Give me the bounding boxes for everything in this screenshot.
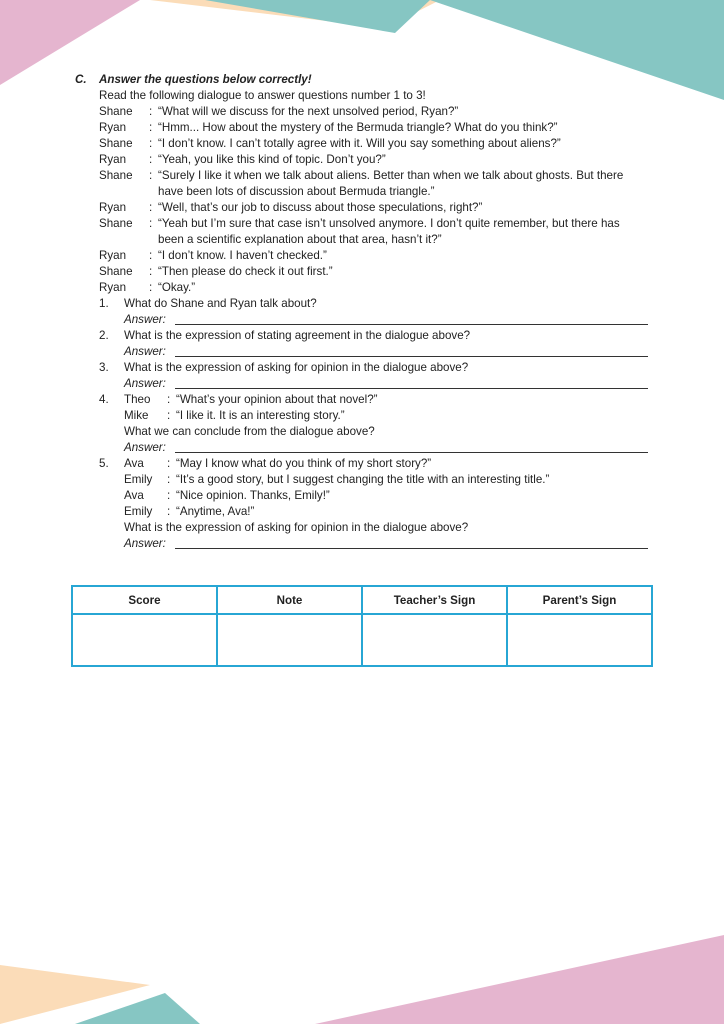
dialogue-line: “Hmm... How about the mystery of the Bermuda triangle? What do you think?” <box>158 121 558 134</box>
dialogue-speaker: Mike <box>124 409 149 422</box>
dialogue-colon: : <box>167 505 171 518</box>
dialogue-speaker: Emily <box>124 505 153 518</box>
dialogue-line: “I don’t know. I haven’t checked.” <box>158 249 327 262</box>
dialogue-colon: : <box>167 393 171 406</box>
question-number: 5. <box>99 457 109 470</box>
dialogue-speaker: Shane <box>99 217 133 230</box>
dialogue-colon: : <box>149 281 153 294</box>
sign-table-row <box>72 614 652 666</box>
section-letter: C. <box>75 73 87 86</box>
dialogue-speaker: Ryan <box>99 153 127 166</box>
dialogue-speaker: Ryan <box>99 249 127 262</box>
dialogue-line: “Nice opinion. Thanks, Emily!” <box>176 489 330 502</box>
dialogue-colon: : <box>149 105 153 118</box>
dialogue-line: “Then please do check it out first.” <box>158 265 333 278</box>
question-text: What we can conclude from the dialogue above? <box>124 425 375 438</box>
dialogue-line: “Yeah but I’m sure that case isn’t unsolved anymore. I don’t quite remember, but there has <box>158 217 620 230</box>
dialogue-line: “Yeah, you like this kind of topic. Don’t you?” <box>158 153 386 166</box>
dialogue-colon: : <box>149 153 153 166</box>
dialogue-speaker: Shane <box>99 169 133 182</box>
question-text: What is the expression of asking for opinion in the dialogue above? <box>124 521 469 534</box>
note-cell[interactable] <box>217 614 362 666</box>
dialogue-speaker: Shane <box>99 105 133 118</box>
answer-label: Answer: <box>124 377 166 390</box>
dialogue-colon: : <box>149 121 153 134</box>
answer-line-3[interactable] <box>175 388 648 389</box>
dialogue-colon: : <box>149 249 153 262</box>
dialogue-line-continued: have been lots of discussion about Bermuda triangle.” <box>158 185 435 198</box>
parent-sign-cell[interactable] <box>507 614 652 666</box>
dialogue-colon: : <box>149 217 153 230</box>
question-text: What is the expression of asking for opinion in the dialogue above? <box>124 361 469 374</box>
sign-table-header-row <box>72 586 652 614</box>
dialogue-line: “Anytime, Ava!” <box>176 505 255 518</box>
score-header: Score <box>72 586 217 614</box>
sign-table <box>71 585 653 667</box>
dialogue-speaker: Ava <box>124 457 144 470</box>
dialogue-line: “Okay.” <box>158 281 196 294</box>
answer-line-1[interactable] <box>175 324 648 325</box>
dialogue-colon: : <box>167 409 171 422</box>
dialogue-speaker: Ava <box>124 489 144 502</box>
dialogue-colon: : <box>167 457 171 470</box>
dialogue-line-continued: been a scientific explanation about that area, hasn’t it?” <box>158 233 442 246</box>
question-number: 2. <box>99 329 109 342</box>
dialogue-colon: : <box>149 169 153 182</box>
dialogue-speaker: Shane <box>99 265 133 278</box>
dialogue-line: “I don’t know. I can’t totally agree with it. Will you say something about aliens?” <box>158 137 561 150</box>
question-number: 4. <box>99 393 109 406</box>
section-instructions: Read the following dialogue to answer questions number 1 to 3! <box>99 89 426 102</box>
dialogue-colon: : <box>167 489 171 502</box>
dialogue-speaker: Ryan <box>99 201 127 214</box>
answer-line-5[interactable] <box>175 548 648 549</box>
score-cell[interactable] <box>72 614 217 666</box>
dialogue-colon: : <box>149 137 153 150</box>
dialogue-line: “Surely I like it when we talk about aliens. Better than when we talk about ghosts. But there <box>158 169 624 182</box>
dialogue-colon: : <box>149 265 153 278</box>
question-number: 3. <box>99 361 109 374</box>
answer-label: Answer: <box>124 345 166 358</box>
answer-label: Answer: <box>124 441 166 454</box>
question-number: 1. <box>99 297 109 310</box>
answer-label: Answer: <box>124 313 166 326</box>
dialogue-line: “It’s a good story, but I suggest changing the title with an interesting title.” <box>176 473 550 486</box>
dialogue-line: “What’s your opinion about that novel?” <box>176 393 378 406</box>
dialogue-speaker: Shane <box>99 137 133 150</box>
answer-line-4[interactable] <box>175 452 648 453</box>
dialogue-speaker: Emily <box>124 473 153 486</box>
section-title: Answer the questions below correctly! <box>99 73 312 86</box>
dialogue-speaker: Ryan <box>99 281 127 294</box>
answer-label: Answer: <box>124 537 166 550</box>
dialogue-line: “Well, that’s our job to discuss about those speculations, right?” <box>158 201 483 214</box>
note-header: Note <box>217 586 362 614</box>
dialogue-colon: : <box>167 473 171 486</box>
question-text: What do Shane and Ryan talk about? <box>124 297 317 310</box>
teacher-sign-header: Teacher’s Sign <box>362 586 507 614</box>
dialogue-speaker: Theo <box>124 393 151 406</box>
parent-sign-header: Parent’s Sign <box>507 586 652 614</box>
question-text: What is the expression of stating agreement in the dialogue above? <box>124 329 471 342</box>
dialogue-colon: : <box>149 201 153 214</box>
dialogue-line: “May I know what do you think of my short story?” <box>176 457 432 470</box>
teacher-sign-cell[interactable] <box>362 614 507 666</box>
dialogue-line: “I like it. It is an interesting story.” <box>176 409 345 422</box>
answer-line-2[interactable] <box>175 356 648 357</box>
dialogue-line: “What will we discuss for the next unsolved period, Ryan?” <box>158 105 459 118</box>
dialogue-speaker: Ryan <box>99 121 127 134</box>
